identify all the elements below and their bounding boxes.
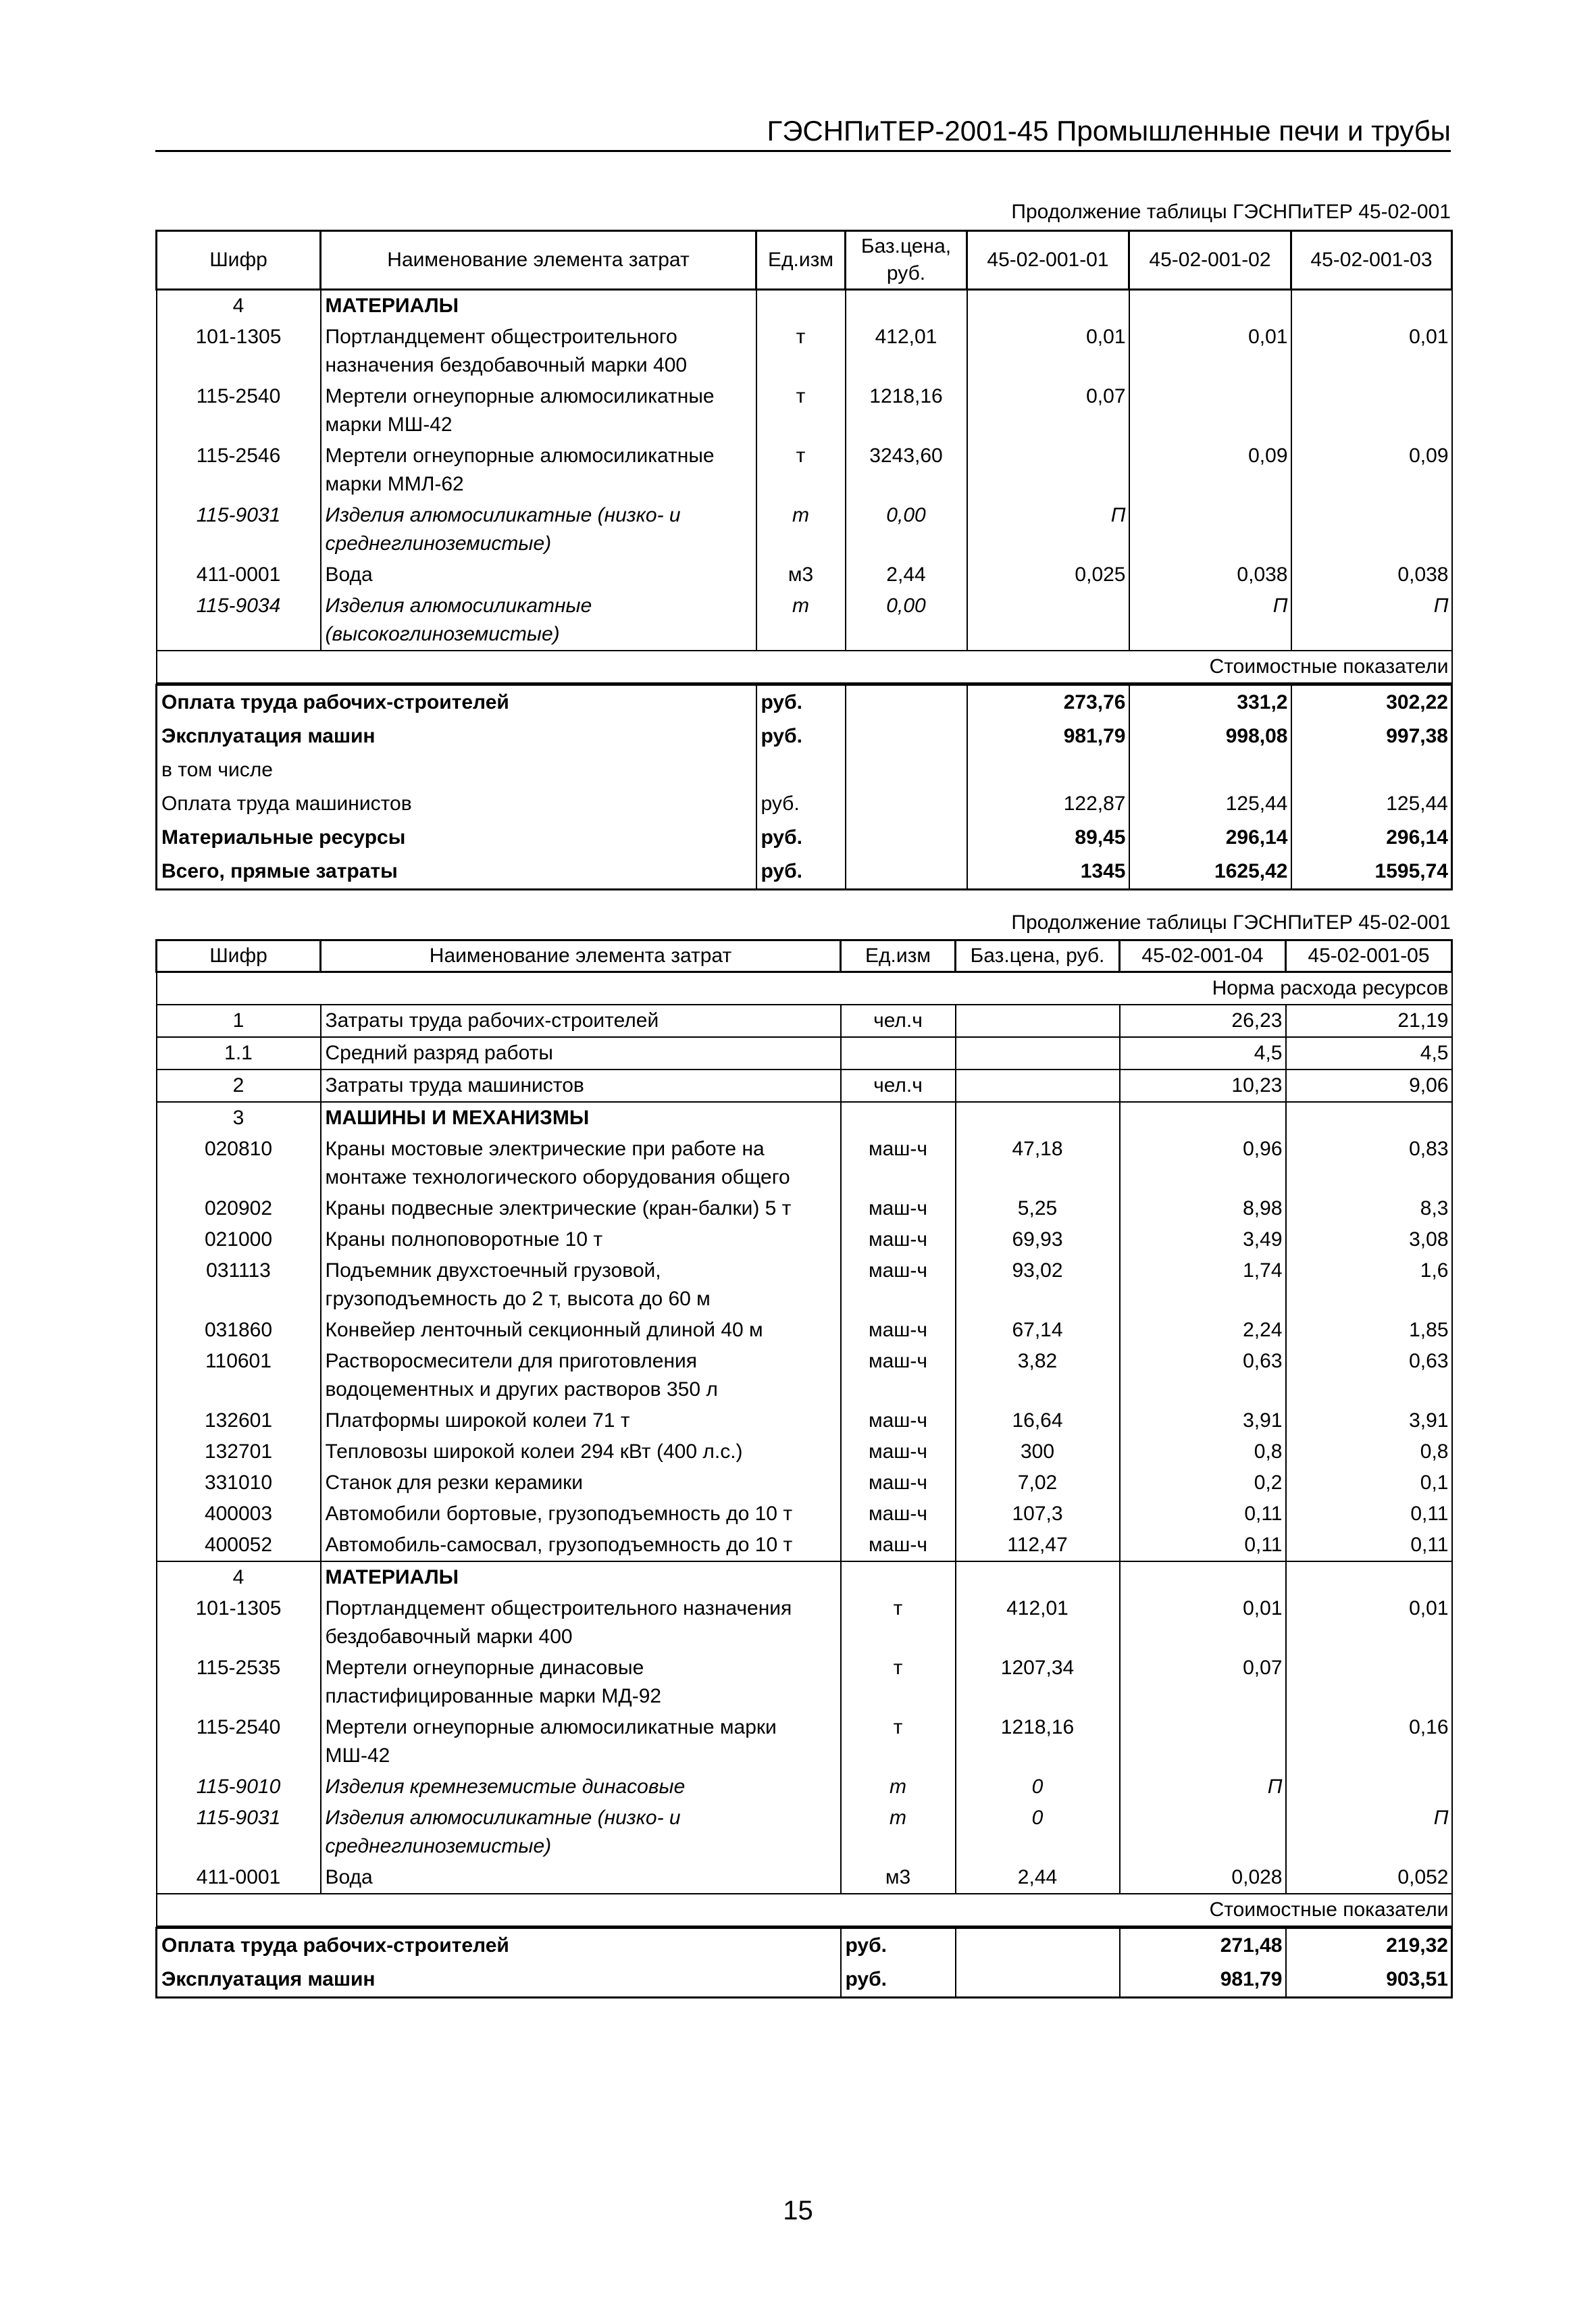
cell-unit: т [756, 590, 846, 651]
cell-name: Портландцемент общестроительного назначения бездобавочный марки 400 [321, 1593, 841, 1653]
cell-name: Средний разряд работы [321, 1037, 841, 1070]
cell-value-2: 0,01 [1129, 322, 1291, 381]
cell-value-1 [967, 441, 1129, 500]
cell-value-3 [1291, 290, 1452, 322]
cell-name: Платформы широкой колеи 71 т [321, 1405, 841, 1436]
cell-value-2 [1286, 1771, 1452, 1803]
cell-unit [841, 1037, 956, 1070]
table1-caption: Продолжение таблицы ГЭСНПиТЕР 45-02-001 [1011, 201, 1451, 223]
cost-name: Эксплуатация машин [157, 720, 756, 753]
cell-name: Изделия алюмосиликатные (высокоглиноземистые) [321, 590, 756, 651]
cell-value-1: 4,5 [1120, 1037, 1286, 1070]
col-header-c3: 45-02-001-03 [1291, 231, 1452, 290]
col-header-unit: Ед.изм [841, 940, 956, 972]
section-label: Стоимостные показатели [157, 1894, 1452, 1926]
col-header-c1: 45-02-001-04 [1120, 940, 1286, 972]
cell-price: 7,02 [956, 1467, 1120, 1499]
cell-code: 020902 [157, 1193, 321, 1224]
cell-code: 331010 [157, 1467, 321, 1499]
cell-code: 1.1 [157, 1037, 321, 1070]
cost-value-2: 296,14 [1129, 821, 1291, 855]
cell-code: 115-9031 [157, 1803, 321, 1862]
cost-empty [846, 787, 967, 821]
cost-unit: руб. [756, 821, 846, 855]
table-row [157, 1530, 1452, 1561]
cost-empty [846, 720, 967, 753]
cell-price: 412,01 [846, 322, 967, 381]
cost-row [157, 753, 1452, 787]
table-row [157, 1346, 1452, 1405]
cell-code: 3 [157, 1102, 321, 1134]
section-label: Стоимостные показатели [157, 651, 1452, 683]
cell-value-2: 0,01 [1286, 1593, 1452, 1653]
cell-name: Вода [321, 1862, 841, 1894]
cost-row [157, 1963, 1452, 1998]
cell-value-1: 3,91 [1120, 1405, 1286, 1436]
cell-name: Тепловозы широкой колеи 294 кВт (400 л.с.) [321, 1436, 841, 1467]
cell-price: 112,47 [956, 1530, 1120, 1561]
table-row [157, 1436, 1452, 1467]
cell-value-2 [1129, 381, 1291, 441]
cell-value-1: 0,028 [1120, 1862, 1286, 1894]
cell-value-1 [1120, 1803, 1286, 1862]
cost-value-1: 122,87 [967, 787, 1129, 821]
cell-code: 4 [157, 290, 321, 322]
cell-name: Мертели огнеупорные алюмосиликатные марки ММЛ-62 [321, 441, 756, 500]
cell-value-2: 9,06 [1286, 1070, 1452, 1102]
cell-value-2: 0,09 [1129, 441, 1291, 500]
cell-value-3 [1291, 500, 1452, 559]
cell-name: Мертели огнеупорные алюмосиликатные марки МШ-42 [321, 1712, 841, 1771]
table-row [157, 441, 1452, 500]
running-header-title: ГЭСНПиТЕР-2001-45 Промышленные печи и трубы [767, 115, 1451, 147]
cell-name: Краны полноповоротные 10 т [321, 1224, 841, 1255]
cost-name: Материальные ресурсы [157, 821, 756, 855]
table1-header-row [157, 231, 1452, 290]
cell-unit: т [841, 1712, 956, 1771]
cell-price: 5,25 [956, 1193, 1120, 1224]
cell-value-2: 0,8 [1286, 1436, 1452, 1467]
cell-code: 132601 [157, 1405, 321, 1436]
cost-row [157, 720, 1452, 753]
cost-value-1: 89,45 [967, 821, 1129, 855]
cell-code: 1 [157, 1005, 321, 1037]
cost-row [157, 821, 1452, 855]
cell-code: 2 [157, 1070, 321, 1102]
cell-value-2: 0,16 [1286, 1712, 1452, 1771]
cell-value-2: 21,19 [1286, 1005, 1452, 1037]
cell-code: 110601 [157, 1346, 321, 1405]
cell-value-2: 3,08 [1286, 1224, 1452, 1255]
cell-value-2 [1286, 1561, 1452, 1593]
page-number: 15 [783, 2196, 813, 2225]
cell-value-2: 0,11 [1286, 1530, 1452, 1561]
table-row [157, 1255, 1452, 1315]
table-row [157, 381, 1452, 441]
cell-value-2: 0,038 [1129, 559, 1291, 590]
cell-value-2 [1129, 290, 1291, 322]
cell-price [956, 1037, 1120, 1070]
cell-value-3: 0,038 [1291, 559, 1452, 590]
table-row [157, 1803, 1452, 1862]
cost-value-2 [1129, 753, 1291, 787]
cell-value-2: 0,83 [1286, 1134, 1452, 1193]
cell-code: 021000 [157, 1224, 321, 1255]
cell-value-1: 0,63 [1120, 1346, 1286, 1405]
col-header-name: Наименование элемента затрат [321, 231, 756, 290]
cell-value-1: 0,025 [967, 559, 1129, 590]
cell-unit: т [756, 500, 846, 559]
table-row [157, 1561, 1452, 1593]
cell-unit: маш-ч [841, 1499, 956, 1530]
cell-value-2 [1129, 500, 1291, 559]
cell-name: Автомобили бортовые, грузоподъемность до 10 т [321, 1499, 841, 1530]
cell-value-1: 2,24 [1120, 1315, 1286, 1346]
table-row [157, 1405, 1452, 1436]
table-row [157, 1467, 1452, 1499]
table-row [157, 1499, 1452, 1530]
norm-label: Норма расхода ресурсов [157, 972, 1452, 1005]
cell-value-2: 4,5 [1286, 1037, 1452, 1070]
cost-empty [956, 1963, 1120, 1998]
cell-price: 16,64 [956, 1405, 1120, 1436]
cost-name: Всего, прямые затраты [157, 855, 756, 890]
cost-row [157, 685, 1452, 720]
table-row [157, 1593, 1452, 1653]
cost-empty [956, 1928, 1120, 1963]
table-row [157, 1102, 1452, 1134]
cost-value-2: 998,08 [1129, 720, 1291, 753]
cost-value-3 [1291, 753, 1452, 787]
cell-unit: т [756, 441, 846, 500]
cell-code: 132701 [157, 1436, 321, 1467]
cell-price [956, 1561, 1120, 1593]
cell-value-2: 1,85 [1286, 1315, 1452, 1346]
cell-price: 1218,16 [956, 1712, 1120, 1771]
cell-unit [756, 290, 846, 322]
cell-unit: маш-ч [841, 1346, 956, 1405]
cost-unit: руб. [756, 855, 846, 890]
cell-price: 412,01 [956, 1593, 1120, 1653]
col-header-price: Баз.цена, руб. [956, 940, 1120, 972]
cell-price: 0,00 [846, 500, 967, 559]
cell-unit [841, 1102, 956, 1134]
cost-value-1 [967, 753, 1129, 787]
cell-code: 400003 [157, 1499, 321, 1530]
cell-code: 101-1305 [157, 1593, 321, 1653]
cost-empty [846, 753, 967, 787]
cell-value-2: 0,052 [1286, 1862, 1452, 1894]
cell-code: 115-2540 [157, 381, 321, 441]
cell-value-1 [1120, 1712, 1286, 1771]
cell-value-3 [1291, 381, 1452, 441]
cell-unit [841, 1561, 956, 1593]
col-header-name: Наименование элемента затрат [321, 940, 841, 972]
cell-price: 3,82 [956, 1346, 1120, 1405]
cell-unit: т [841, 1593, 956, 1653]
table2-cost [155, 1927, 1453, 1998]
cell-value-1: 0,01 [1120, 1593, 1286, 1653]
cell-value-2 [1286, 1102, 1452, 1134]
cell-unit: маш-ч [841, 1193, 956, 1224]
cell-name: Конвейер ленточный секционный длиной 40 м [321, 1315, 841, 1346]
cell-value-3: 0,01 [1291, 322, 1452, 381]
table-row [157, 1771, 1452, 1803]
cell-value-1 [967, 290, 1129, 322]
cell-value-1: 10,23 [1120, 1070, 1286, 1102]
cell-value-2: П [1129, 590, 1291, 651]
cell-name: Изделия алюмосиликатные (низко- и среднеглиноземистые) [321, 1803, 841, 1862]
cell-name: Вода [321, 559, 756, 590]
cell-price: 67,14 [956, 1315, 1120, 1346]
cost-unit: руб. [841, 1963, 956, 1998]
cell-value-2: 0,63 [1286, 1346, 1452, 1405]
cell-code: 115-2546 [157, 441, 321, 500]
cell-unit: маш-ч [841, 1224, 956, 1255]
col-header-c1: 45-02-001-01 [967, 231, 1129, 290]
table-row [157, 590, 1452, 651]
cell-price [846, 290, 967, 322]
cell-value-1 [967, 590, 1129, 651]
cell-price [956, 1070, 1120, 1102]
table-row [157, 1224, 1452, 1255]
cell-value-1: 0,01 [967, 322, 1129, 381]
cell-name: Мертели огнеупорные динасовые пластифицированные марки МД-92 [321, 1653, 841, 1712]
cost-name: Оплата труда рабочих-строителей [157, 685, 756, 720]
cell-unit: м3 [841, 1862, 956, 1894]
cell-value-2: 0,1 [1286, 1467, 1452, 1499]
cell-code: 020810 [157, 1134, 321, 1193]
col-header-unit: Ед.изм [756, 231, 846, 290]
cell-name: Изделия кремнеземистые динасовые [321, 1771, 841, 1803]
cell-price: 2,44 [956, 1862, 1120, 1894]
cost-name: Оплата труда рабочих-строителей [157, 1928, 841, 1963]
cell-unit: чел.ч [841, 1070, 956, 1102]
cell-code: 031113 [157, 1255, 321, 1315]
cost-row [157, 787, 1452, 821]
cell-price: 0,00 [846, 590, 967, 651]
cell-value-1: 8,98 [1120, 1193, 1286, 1224]
cost-value-3: 1595,74 [1291, 855, 1452, 890]
cell-name: Автомобиль-самосвал, грузоподъемность до 10 т [321, 1530, 841, 1561]
table1-cost [155, 684, 1453, 890]
cell-unit: чел.ч [841, 1005, 956, 1037]
cell-price [956, 1005, 1120, 1037]
cell-name: МАТЕРИАЛЫ [321, 1561, 841, 1593]
table-row [157, 322, 1452, 381]
cell-price: 300 [956, 1436, 1120, 1467]
cost-unit [756, 753, 846, 787]
cost-value-1: 981,79 [1120, 1963, 1286, 1998]
table2-section-row [157, 1894, 1452, 1926]
cell-unit: маш-ч [841, 1134, 956, 1193]
cell-name: Мертели огнеупорные алюмосиликатные марки МШ-42 [321, 381, 756, 441]
table-row [157, 1712, 1452, 1771]
cost-value-1: 271,48 [1120, 1928, 1286, 1963]
table2-norm-row [157, 972, 1452, 1005]
cell-code: 115-9010 [157, 1771, 321, 1803]
cost-value-3: 125,44 [1291, 787, 1452, 821]
cell-name: МАТЕРИАЛЫ [321, 290, 756, 322]
cell-value-3: 0,09 [1291, 441, 1452, 500]
running-header [155, 114, 1451, 152]
table-row [157, 1134, 1452, 1193]
cost-value-3: 302,22 [1291, 685, 1452, 720]
table-row [157, 1315, 1452, 1346]
cost-empty [846, 685, 967, 720]
cell-name: Портландцемент общестроительного назначения бездобавочный марки 400 [321, 322, 756, 381]
cell-price: 1207,34 [956, 1653, 1120, 1712]
cell-name: Затраты труда машинистов [321, 1070, 841, 1102]
table-row [157, 290, 1452, 322]
cell-value-1: 0,11 [1120, 1530, 1286, 1561]
cell-unit: т [841, 1653, 956, 1712]
cell-unit: маш-ч [841, 1255, 956, 1315]
cell-code: 411-0001 [157, 1862, 321, 1894]
table-row [157, 1070, 1452, 1102]
cell-value-2: 3,91 [1286, 1405, 1452, 1436]
cost-unit: руб. [756, 720, 846, 753]
cell-unit: т [841, 1771, 956, 1803]
cell-value-2: 8,3 [1286, 1193, 1452, 1224]
table-row [157, 500, 1452, 559]
cell-price: 0 [956, 1803, 1120, 1862]
cost-name: Эксплуатация машин [157, 1963, 841, 1998]
col-header-code: Шифр [157, 940, 321, 972]
cell-code: 4 [157, 1561, 321, 1593]
cell-value-3: П [1291, 590, 1452, 651]
cost-unit: руб. [841, 1928, 956, 1963]
cost-value-2: 1625,42 [1129, 855, 1291, 890]
cell-value-1: 0,2 [1120, 1467, 1286, 1499]
cell-value-2 [1286, 1653, 1452, 1712]
cell-unit: т [756, 322, 846, 381]
cost-value-3: 997,38 [1291, 720, 1452, 753]
cost-name: в том числе [157, 753, 756, 787]
cell-name: Изделия алюмосиликатные (низко- и среднеглиноземистые) [321, 500, 756, 559]
cell-value-1: 0,96 [1120, 1134, 1286, 1193]
table1 [155, 230, 1453, 684]
cell-value-1: 0,11 [1120, 1499, 1286, 1530]
cost-value-1: 1345 [967, 855, 1129, 890]
cell-value-1: 0,07 [967, 381, 1129, 441]
cell-code: 031860 [157, 1315, 321, 1346]
cell-value-2: П [1286, 1803, 1452, 1862]
cell-value-1 [1120, 1561, 1286, 1593]
col-header-c2: 45-02-001-05 [1286, 940, 1452, 972]
cost-name: Оплата труда машинистов [157, 787, 756, 821]
table-row [157, 1193, 1452, 1224]
cell-price: 69,93 [956, 1224, 1120, 1255]
cost-row [157, 855, 1452, 890]
col-header-c2: 45-02-001-02 [1129, 231, 1291, 290]
table-row [157, 1653, 1452, 1712]
table-row [157, 1037, 1452, 1070]
cell-code: 115-2535 [157, 1653, 321, 1712]
cell-price: 3243,60 [846, 441, 967, 500]
cell-code: 115-9031 [157, 500, 321, 559]
cell-name: МАШИНЫ И МЕХАНИЗМЫ [321, 1102, 841, 1134]
cell-price: 1218,16 [846, 381, 967, 441]
cost-value-1: 273,76 [967, 685, 1129, 720]
table1-section-row [157, 651, 1452, 683]
cell-value-1: П [1120, 1771, 1286, 1803]
table-row [157, 559, 1452, 590]
cell-unit: маш-ч [841, 1405, 956, 1436]
col-header-price: Баз.цена, руб. [846, 231, 967, 290]
cell-code: 115-9034 [157, 590, 321, 651]
cell-value-1: 0,8 [1120, 1436, 1286, 1467]
cost-value-2: 331,2 [1129, 685, 1291, 720]
cell-price: 2,44 [846, 559, 967, 590]
cell-unit: т [841, 1803, 956, 1862]
cost-row [157, 1928, 1452, 1963]
cell-code: 400052 [157, 1530, 321, 1561]
cell-code: 411-0001 [157, 559, 321, 590]
cell-unit: маш-ч [841, 1315, 956, 1346]
cost-empty [846, 855, 967, 890]
cell-name: Подъемник двухстоечный грузовой, грузоподъемность до 2 т, высота до 60 м [321, 1255, 841, 1315]
cell-price: 93,02 [956, 1255, 1120, 1315]
cost-value-3: 296,14 [1291, 821, 1452, 855]
table2-caption: Продолжение таблицы ГЭСНПиТЕР 45-02-001 [1011, 911, 1451, 934]
cell-value-1: 3,49 [1120, 1224, 1286, 1255]
cell-value-1: 0,07 [1120, 1653, 1286, 1712]
table2-header-row [157, 940, 1452, 972]
cost-unit: руб. [756, 685, 846, 720]
cell-price [956, 1102, 1120, 1134]
cell-price: 47,18 [956, 1134, 1120, 1193]
cell-code: 101-1305 [157, 322, 321, 381]
table2 [155, 939, 1453, 1927]
cost-value-1: 981,79 [967, 720, 1129, 753]
cell-name: Затраты труда рабочих-строителей [321, 1005, 841, 1037]
cell-value-2: 0,11 [1286, 1499, 1452, 1530]
cost-unit: руб. [756, 787, 846, 821]
cell-unit: маш-ч [841, 1467, 956, 1499]
cell-unit: маш-ч [841, 1530, 956, 1561]
table-row [157, 1862, 1452, 1894]
cell-name: Краны мостовые электрические при работе на монтаже технологического оборудования общего [321, 1134, 841, 1193]
cell-value-2: 1,6 [1286, 1255, 1452, 1315]
cell-unit: т [756, 381, 846, 441]
cell-value-1: 26,23 [1120, 1005, 1286, 1037]
cost-value-2: 903,51 [1286, 1963, 1452, 1998]
cell-name: Станок для резки керамики [321, 1467, 841, 1499]
table-row [157, 1005, 1452, 1037]
cell-code: 115-2540 [157, 1712, 321, 1771]
cell-price: 107,3 [956, 1499, 1120, 1530]
cell-unit: маш-ч [841, 1436, 956, 1467]
cell-value-1: 1,74 [1120, 1255, 1286, 1315]
cell-value-1: П [967, 500, 1129, 559]
cell-name: Растворосмесители для приготовления водоцементных и других растворов 350 л [321, 1346, 841, 1405]
cell-price: 0 [956, 1771, 1120, 1803]
col-header-code: Шифр [157, 231, 321, 290]
cell-value-1 [1120, 1102, 1286, 1134]
cell-name: Краны подвесные электрические (кран-балки) 5 т [321, 1193, 841, 1224]
cell-unit: м3 [756, 559, 846, 590]
cost-empty [846, 821, 967, 855]
cost-value-2: 125,44 [1129, 787, 1291, 821]
cost-value-2: 219,32 [1286, 1928, 1452, 1963]
